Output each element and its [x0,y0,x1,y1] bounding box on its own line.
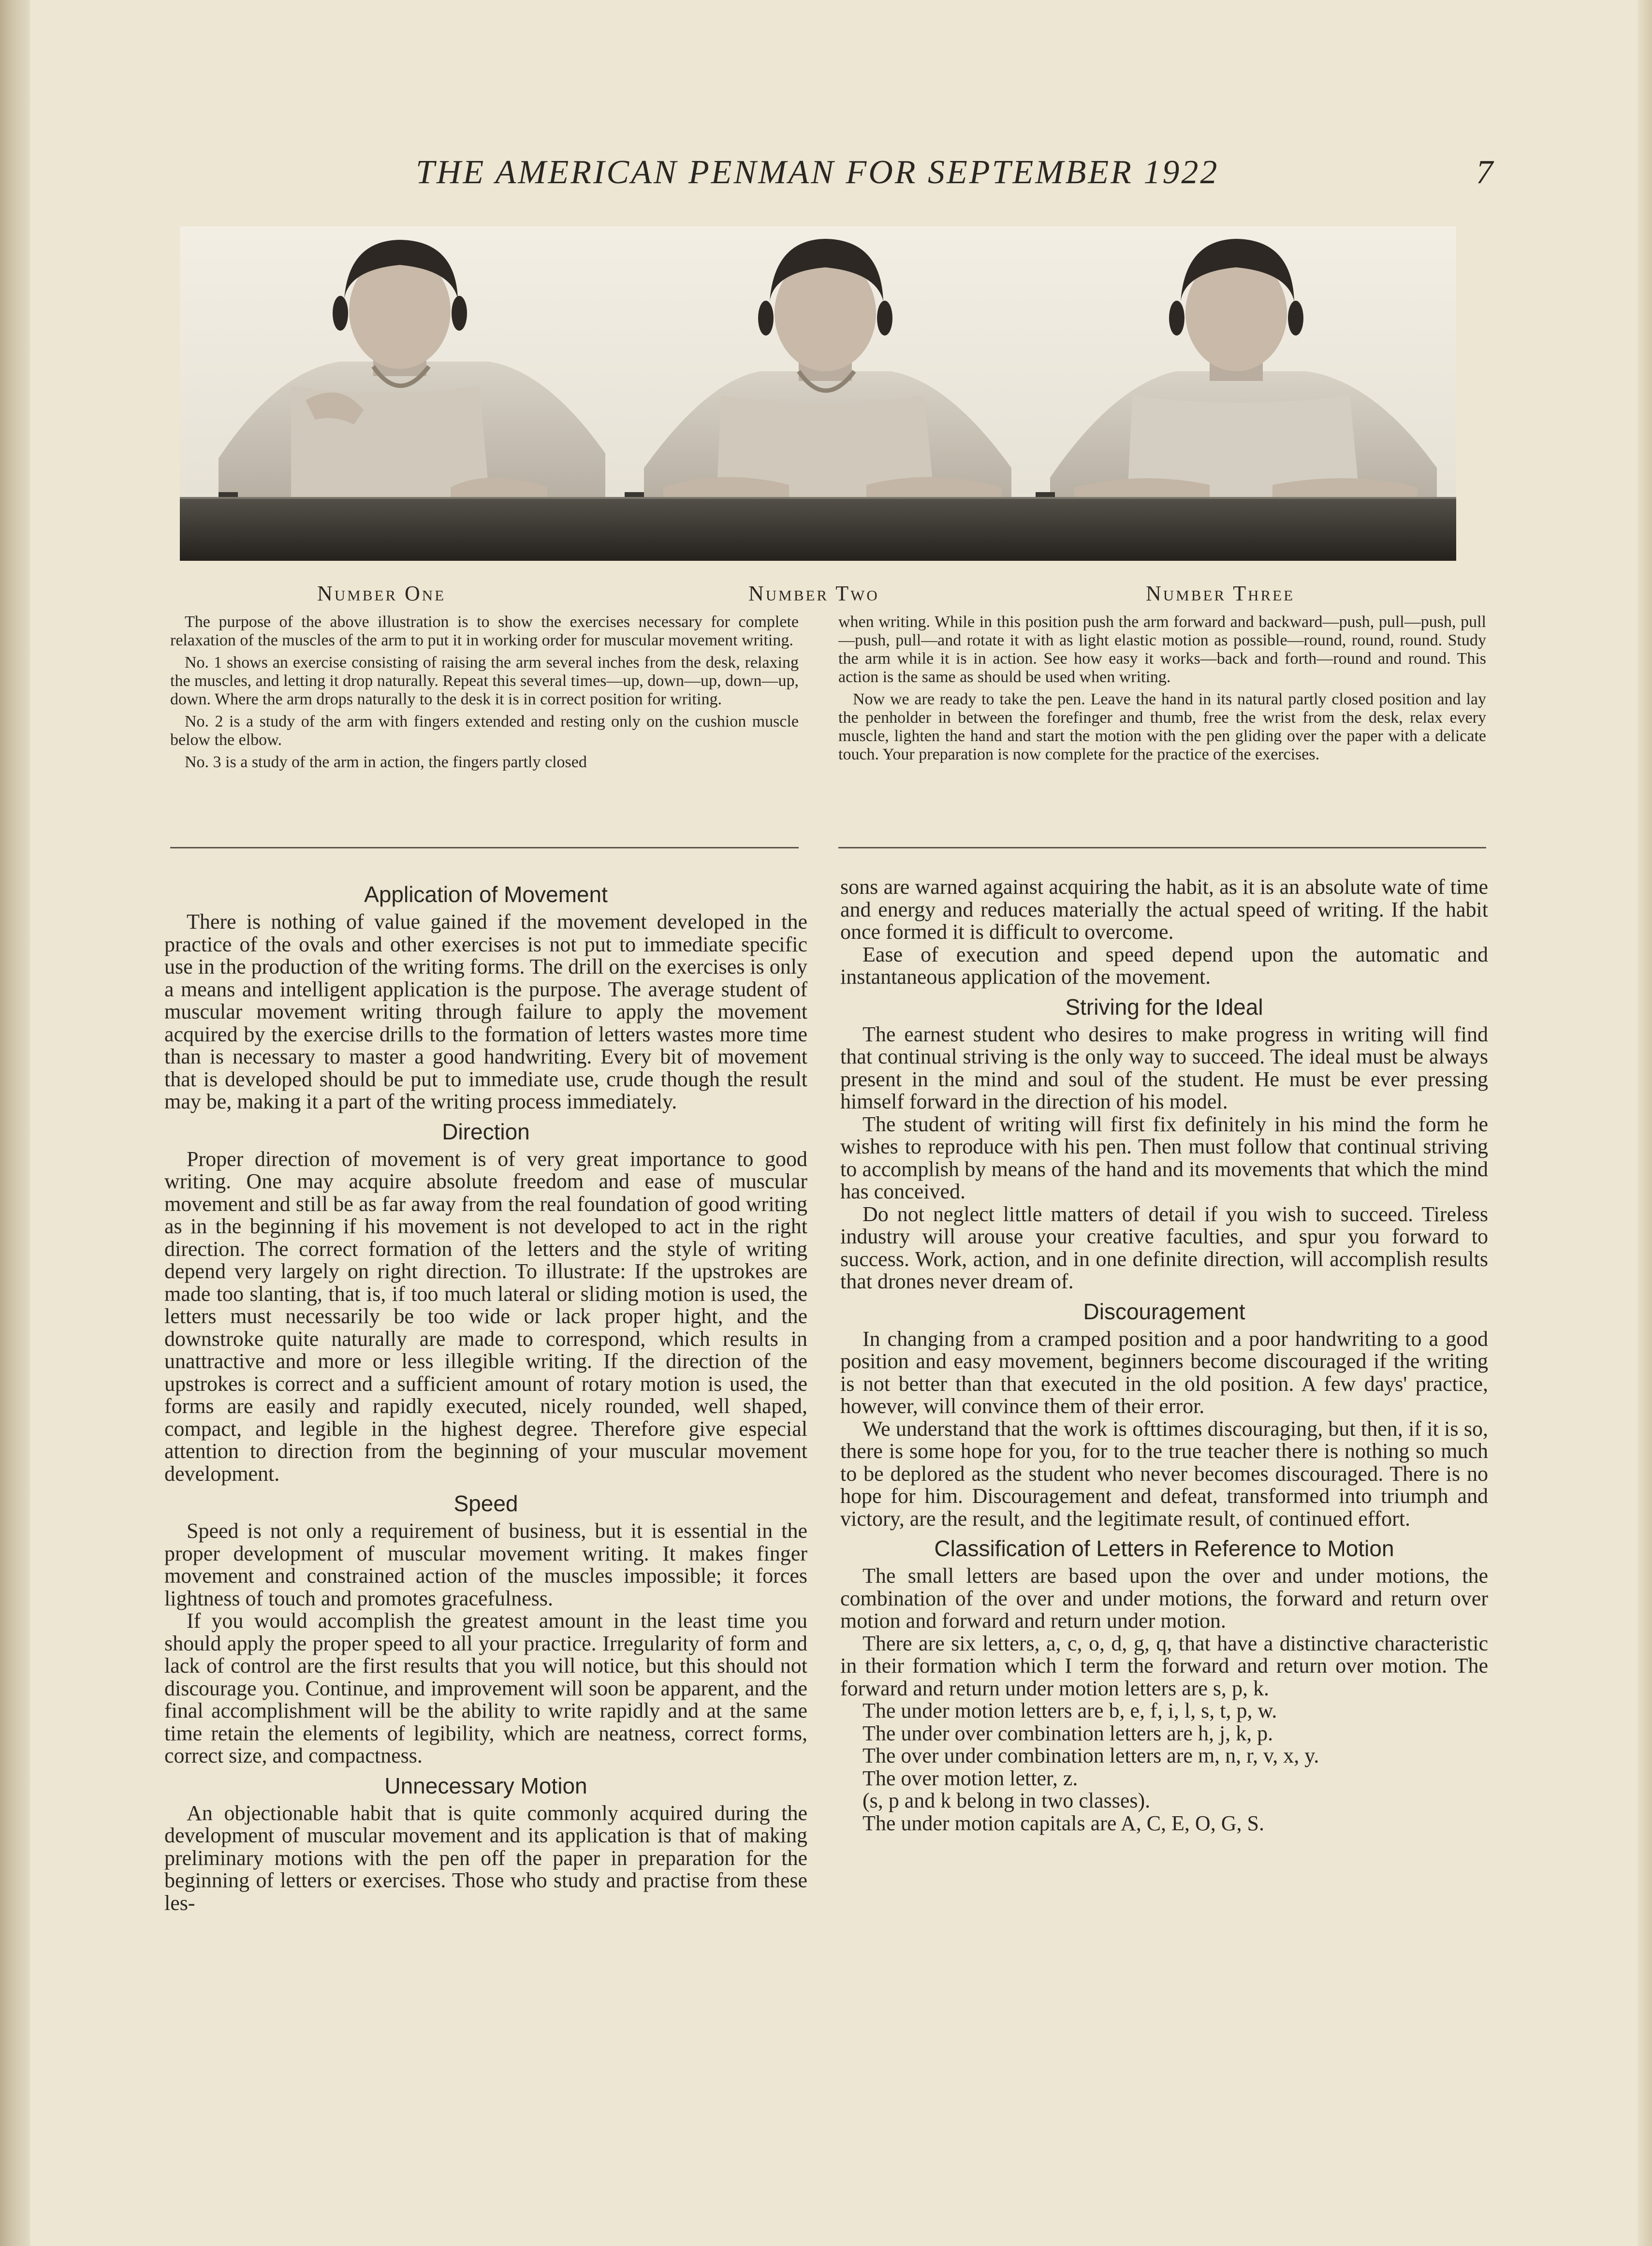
heading-direction: Direction [442,1119,530,1144]
body-paragraph: We understand that the work is ofttimes discouraging, but then, if it is so, there is some hope for you, for to the true teacher there is nothing so much to be deplored as the student who never becomes discouraged. There is no hope for him. Discouragement and defeat, transformed into triumph and victory, are the result, and the legitimate result, of continued effort. [840,1416,1488,1531]
body-paragraph: sons are warned against acquiring the habit, as it is an absolute wate of time and energy and reduces materially the actual speed of writing. If the habit once formed it is difficult to overcome. [840,876,1488,944]
caption-number-three: Number Three [1146,582,1295,605]
caption-paragraph: No. 3 is a study of the arm in action, the fingers partly closed [185,753,587,771]
body-paragraph: In changing from a cramped position and a poor handwriting to a good position and easy movement, beginners become discouraged if the writing is not better than that executed in the old position. A few days' practice, however, will convince them of their error. [840,1327,1488,1418]
caption-paragraph: No. 1 shows an exercise consisting of raising the arm several inches from the desk, relaxing the muscles, and letting it drop naturally. Repeat this several times—up, down—up, down—up, down. Where the arm drops naturally to the desk it is in correct position for writing. [170,654,799,708]
caption-paragraph: Now we are ready to take the pen. Leave the hand in its natural partly closed position and lay the penholder in between the forefinger and thumb, free the wrist from the desk, relax every muscle, lighten the hand and start the motion with the pen gliding over the paper with a delicate touch. Your preparation is now complete for the practice of the exercises. [838,690,1486,763]
heading-classification-of-letters: Classification of Letters in Reference to Motion [934,1536,1394,1561]
body-paragraph: There are six letters, a, c, o, d, g, q, that have a distinctive characteristic in their formation which I term the forward and return over motion. The forward and return under motion letters are s, p, k. [840,1631,1488,1700]
body-paragraph: There is nothing of value gained if the movement developed in the practice of the ovals and other exercises is not put to immediate specific use in the production of the writing forms. The drill on the exercises is only a means and intelligent application is the purpose. The average student of muscular movement writing through failure to apply the movement acquired by the exercise drills to the formation of letters wastes more time than is necessary to master a good handwriting. Every bit of movement that is developed should be put to immediate use, crude though the result may be, making it a part of the writing process immediately. [164,910,807,1113]
article-column-left [164,876,807,2046]
letter-class-line: (s, p and k belong in two classes). [863,1789,1151,1812]
body-paragraph: Proper direction of movement is of very great importance to good writing. One may acquire absolute freedom and ease of muscular movement and still be as far away from the real foundation of good writing as in the beginning if his movement is not developed to act in the right direction. The correct formation of the letters and the style of writing depend very largely on right direction. To illustrate: If the upstrokes are made too slanting, that is, if too much lateral or sliding motion is used, the letters must necessarily be too wide or lack proper hight, and the downstroke quite naturally are made to correspond, which results in unattractive and more or less illegible writing. If the direction of the upstrokes is correct and a sufficient amount of rotary motion is used, the forms are easily and rapidly executed, nicely rounded, well shaped, compact, and legible in the highest degree. Therefore give especial attention to direction from the beginning of your muscular movement development. [164,1147,807,1486]
letter-class-line: The under motion letters are b, e, f, i, l, s, t, p, w. [863,1699,1277,1722]
heading-speed: Speed [453,1491,518,1516]
letter-class-line: The under over combination letters are h, j, k, p. [863,1721,1273,1745]
photo-strip [180,226,1456,561]
letter-class-line: The over motion letter, z. [863,1766,1078,1790]
caption-number-two: Number Two [748,582,879,605]
body-paragraph: The student of writing will first fix definitely in his mind the form he wishes to reproduce with his pen. Then must follow that continual striving to accomplish by means of the hand and its movements that which the mind has conceived. [840,1112,1488,1203]
page-edge [1637,0,1652,2246]
caption-text-right [838,613,1486,821]
running-title: THE AMERICAN PENMAN FOR SEPTEMBER 1922 [416,154,1219,191]
book-spine-shadow [0,0,30,2246]
letter-class-line: The under motion capitals are A, C, E, O, G, S. [863,1811,1264,1835]
body-paragraph: An objectionable habit that is quite commonly acquired during the development of muscular movement and its application is that of making preliminary motions with the pen off the paper in preparation for the beginning of letters or exercises. Those who study and practise from these les- [164,1801,807,1915]
body-paragraph: If you would accomplish the greatest amount in the least time you should apply the proper speed to all your practice. Irregularity of form and lack of control are the first results that you will notice, but this should not discourage you. Continue, and improvement will soon be apparent, and the final accomplishment will be the ability to write rapidly and at the same time retain the elements of legibility, which are neatness, correct forms, correct size, and compactness. [164,1609,807,1767]
desk-surface [180,497,1456,561]
body-paragraph: The small letters are based upon the over and under motions, the combination of the over and under motions, the forward and return over motion and forward and return under motion. [840,1564,1488,1633]
caption-paragraph: when writing. While in this position push the arm forward and backward—push, pull—push, pull—push, pull—and rotate it with as light elastic motion as possible—round, round, round. Study the arm while it is in action. See how easy it works—back and forth—round and round. This action is the same as should be used when writing. [838,613,1486,686]
letter-class-line: The over under combination letters are m, n, r, v, x, y. [863,1744,1319,1767]
body-paragraph: Do not neglect little matters of detail if you wish to succeed. Tireless industry will arouse your creative faculties, and spur you forward to success. Work, action, and in one definite direction, will accomplish results that drones never dream of. [840,1202,1488,1293]
heading-striving-for-the-ideal: Striving for the Ideal [1065,994,1263,1020]
three-posture-photographs [180,226,1456,561]
heading-application-of-movement: Application of Movement [364,882,608,907]
caption-number-one: Number One [317,582,446,605]
divider-left [170,847,799,848]
caption-paragraph: No. 2 is a study of the arm with fingers extended and resting only on the cushion muscle below the elbow. [170,713,799,749]
divider-right [838,847,1486,848]
caption-paragraph: The purpose of the above illustration is to show the exercises necessary for complete relaxation of the muscles of the arm to put it in working order for muscular movement writing. [170,613,799,649]
body-paragraph: Speed is not only a requirement of business, but it is essential in the proper development of muscular movement writing. It makes finger movement and constrained action of the muscles impossible; it forces lightness of touch and promotes gracefulness. [164,1519,807,1610]
page-number: 7 [1476,154,1493,191]
article-column-right [840,876,1488,2046]
body-paragraph: Ease of execution and speed depend upon the automatic and instantaneous application of the movement. [840,942,1488,989]
body-paragraph: The earnest student who desires to make progress in writing will find that continual striving is the only way to succeed. The ideal must be always present in the mind and soul of the student. He must be ever pressing himself forward in the direction of his model. [840,1022,1488,1113]
caption-text-left [170,613,799,821]
heading-discouragement: Discouragement [1083,1298,1245,1324]
heading-unnecessary-motion: Unnecessary Motion [384,1773,587,1798]
